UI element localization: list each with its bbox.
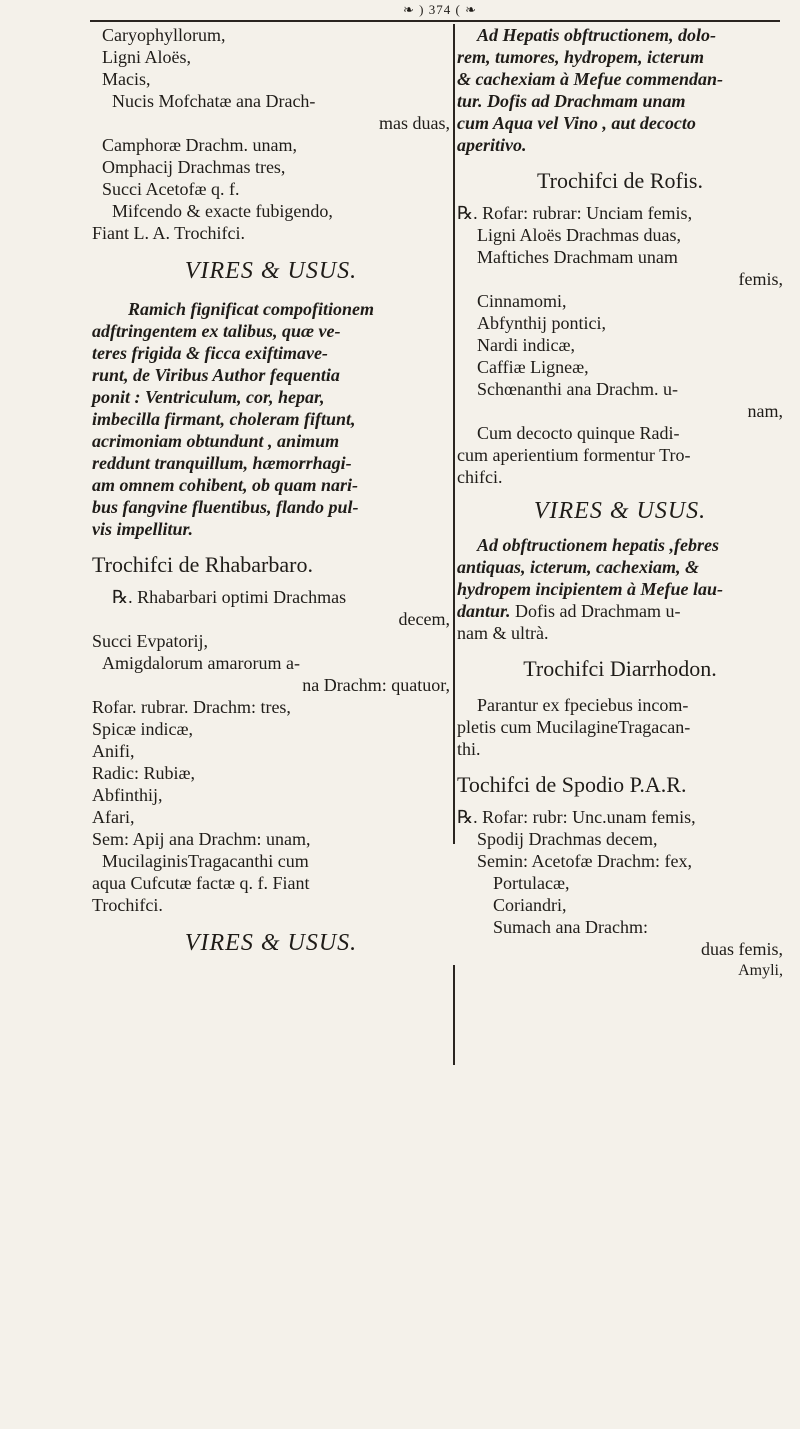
recipe-line: Radic: Rubiæ, xyxy=(92,763,195,783)
recipe-block-2 xyxy=(92,586,450,916)
paragraph-line: nam & ultrà. xyxy=(457,623,549,643)
paragraph-line: runt, de Viribus Author fequentia xyxy=(92,365,340,385)
paragraph-line: pletis cum MucilagineTragacan- xyxy=(457,717,691,737)
recipe-line: Sumach ana Drachm: xyxy=(493,917,648,937)
recipe-line: Camphoræ Drachm. unam, xyxy=(102,135,297,155)
paragraph-line: Parantur ex fpeciebus incom- xyxy=(477,695,689,715)
recipe-line: Cum decocto quinque Radi- xyxy=(477,423,680,443)
paragraph-line: antiquas, icterum, cachexiam, & xyxy=(457,557,700,577)
recipe-line: Sem: Apij ana Drachm: unam, xyxy=(92,829,311,849)
section-title: Trochifci Diarrhodon. xyxy=(523,656,717,681)
paragraph-line: cum Aqua vel Vino , aut decocto xyxy=(457,113,696,133)
recipe-line: Abfynthij pontici, xyxy=(477,313,606,333)
paragraph-line: ponit : Ventriculum, cor, hepar, xyxy=(92,387,325,407)
paragraph-line: vis impellitur. xyxy=(92,519,194,539)
section-title: Tochifci de Spodio P.A.R. xyxy=(457,772,687,797)
recipe-line: femis, xyxy=(738,269,783,289)
recipe-line: mas duas, xyxy=(379,113,450,133)
paragraph-line: bus fangvine fluentibus, flando pul- xyxy=(92,497,359,517)
paragraph-line: hydropem incipientem à Mefue lau- xyxy=(457,579,723,599)
recipe-block-4 xyxy=(457,806,783,982)
vires-usus-heading: VIRES & USUS. xyxy=(533,498,707,524)
paragraph-line: Ad Hepatis obftructionem, dolo- xyxy=(477,25,717,45)
paragraph-line: am omnem cohibent, ob quam nari- xyxy=(92,475,359,495)
recipe-line: Mifcendo & exacte fubigendo, xyxy=(112,201,333,221)
italic-paragraph xyxy=(92,298,450,540)
section-title: Trochifci de Rhabarbaro. xyxy=(92,552,313,577)
paragraph-line: acrimoniam obtundunt , animum xyxy=(92,431,340,451)
recipe-line: Spodij Drachmas decem, xyxy=(477,829,658,849)
vires-usus-heading: VIRES & USUS. xyxy=(184,258,358,284)
recipe-line: nam, xyxy=(747,401,783,421)
recipe-line: Rofar. rubrar. Drachm: tres, xyxy=(92,697,291,717)
recipe-line: aqua Cufcutæ factæ q. f. Fiant xyxy=(92,873,310,893)
paragraph-line: thi. xyxy=(457,739,481,759)
italic-fragment: dantur. xyxy=(457,601,511,621)
recipe-line: Semin: Acetofæ Drachm: fex, xyxy=(477,851,692,871)
left-column xyxy=(92,24,450,960)
vires-usus-heading: VIRES & USUS. xyxy=(184,930,358,956)
recipe-line: na Drachm: quatuor, xyxy=(302,675,450,695)
paragraph xyxy=(457,694,783,760)
section-title: Trochifci de Rofis. xyxy=(536,168,703,193)
recipe-line: decem, xyxy=(398,609,450,629)
recipe-block-1 xyxy=(92,24,450,244)
recipe-line: Macis, xyxy=(102,69,151,89)
paragraph-line: aperitivo. xyxy=(457,135,527,155)
recipe-line: Abfinthij, xyxy=(92,785,163,805)
recipe-line: Caffiæ Ligneæ, xyxy=(477,357,589,377)
recipe-line: duas femis, xyxy=(701,939,783,959)
recipe-line: Anifi, xyxy=(92,741,135,761)
right-column xyxy=(457,24,783,982)
recipe-line: ℞. Rofar: rubrar: Unciam femis, xyxy=(457,203,693,223)
recipe-line: ℞. Rofar: rubr: Unc.unam femis, xyxy=(457,807,696,827)
recipe-line: cum aperientium formentur Tro- xyxy=(457,445,691,465)
mixed-paragraph xyxy=(457,534,783,644)
paragraph-line: Ad obftructionem hepatis ,febres xyxy=(477,535,719,555)
column-divider-lower xyxy=(453,965,455,1065)
recipe-line: Amigdalorum amarorum a- xyxy=(102,653,300,673)
paragraph-line: teres frigida & ficca exiftimave- xyxy=(92,343,328,363)
ornament-right: ( ❧ xyxy=(451,2,477,17)
recipe-line: ℞. Rhabarbari optimi Drachmas xyxy=(112,587,347,607)
paragraph-line: imbecilla firmant, choleram fiftunt, xyxy=(92,409,356,429)
recipe-line: chifci. xyxy=(457,467,503,487)
recipe-line: Caryophyllorum, xyxy=(102,25,226,45)
recipe-line: Maftiches Drachmam unam xyxy=(477,247,678,267)
recipe-line: Trochifci. xyxy=(92,895,163,915)
recipe-line: Portulacæ, xyxy=(493,873,570,893)
recipe-line: Cinnamomi, xyxy=(477,291,567,311)
recipe-line: Succi Acetofæ q. f. xyxy=(102,179,240,199)
recipe-line: Afari, xyxy=(92,807,135,827)
recipe-line: Nardi indicæ, xyxy=(477,335,575,355)
recipe-line: Succi Evpatorij, xyxy=(92,631,208,651)
paragraph-line: rem, tumores, hydropem, icterum xyxy=(457,47,704,67)
italic-paragraph xyxy=(457,24,783,156)
column-divider xyxy=(453,24,455,844)
recipe-block-3 xyxy=(457,202,783,488)
recipe-line: Spicæ indicæ, xyxy=(92,719,194,739)
recipe-line: Omphacij Drachmas tres, xyxy=(102,157,286,177)
recipe-line: MucilaginisTragacanthi cum xyxy=(102,851,309,871)
paragraph-line: Ramich fignificat compofitionem xyxy=(128,299,374,319)
roman-fragment: Dofis ad Drachmam u- xyxy=(510,601,681,621)
recipe-line: Ligni Aloës, xyxy=(102,47,191,67)
recipe-line: Fiant L. A. Trochifci. xyxy=(92,223,246,243)
recipe-line: Ligni Aloës Drachmas duas, xyxy=(477,225,681,245)
paragraph-line: tur. Dofis ad Drachmam unam xyxy=(457,91,686,111)
paragraph-line: adftringentem ex talibus, quæ ve- xyxy=(92,321,341,341)
paragraph-line xyxy=(457,600,783,622)
recipe-line: Nucis Mofchatæ ana Drach- xyxy=(112,91,316,111)
header-rule xyxy=(90,20,780,22)
paragraph-line: reddunt tranquillum, hæmorrhagi- xyxy=(92,453,352,473)
recipe-line: Schœnanthi ana Drachm. u- xyxy=(477,379,678,399)
recipe-line: Amyli, xyxy=(738,962,783,979)
recipe-line: Coriandri, xyxy=(493,895,567,915)
ornament-left: ❧ ) xyxy=(403,2,429,17)
paragraph-line: & cachexiam à Mefue commendan- xyxy=(457,69,723,89)
page-number: 374 xyxy=(428,2,452,17)
